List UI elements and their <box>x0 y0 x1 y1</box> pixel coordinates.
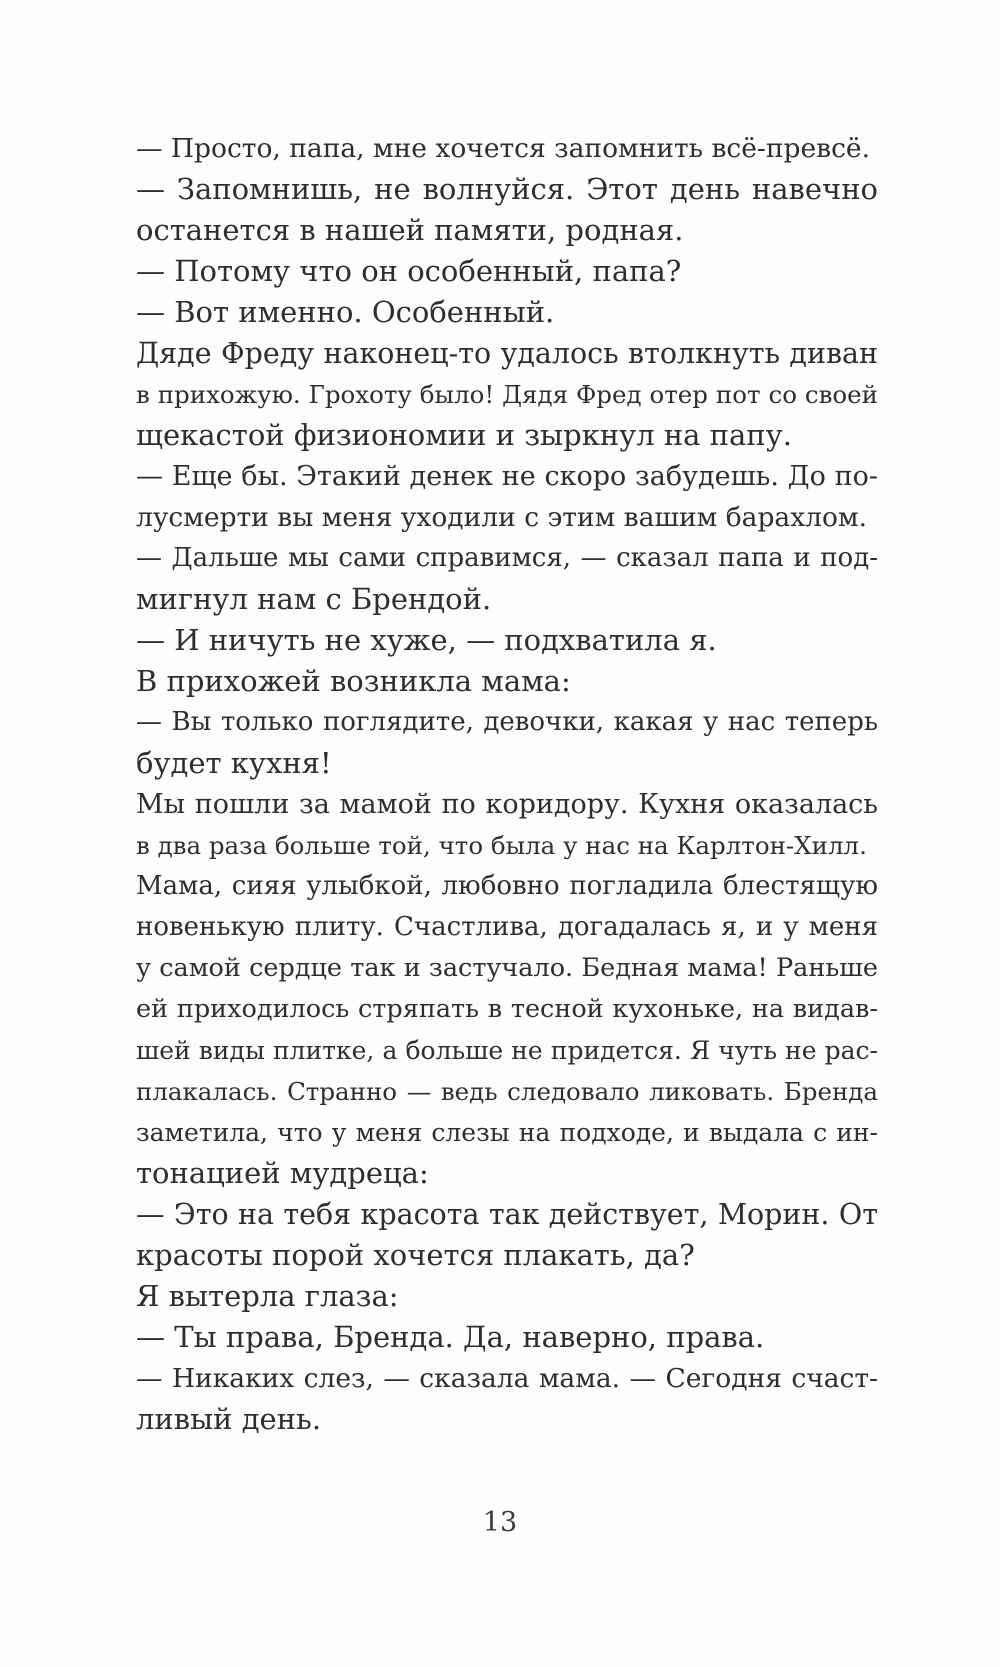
text-line: В прихожей возникла мама: <box>136 664 571 698</box>
text-line: красоты порой хочется плакать, да? <box>136 1238 695 1272</box>
text-line: — Потому что он особенный, папа? <box>136 254 682 288</box>
text-line: щекастой физиономии и зыркнул на папу. <box>136 418 792 452</box>
text-line: — Еще бы. Этакий денек не скоро забудешь. До по- <box>136 461 878 492</box>
text-line: шей виды плитке, а больше не придется. Я чуть не рас- <box>136 1036 878 1065</box>
text-line: в прихожую. Грохоту было! Дядя Фред отер пот со своей <box>136 380 878 409</box>
text-line: лусмерти вы меня уходили с этим вашим барахлом. <box>136 502 868 533</box>
text-line: — Это на тебя красота так действует, Морин. От <box>136 1198 878 1231</box>
text-line: новенькую плиту. Счастлива, догадалась я, и у меня <box>136 912 878 942</box>
text-line: у самой сердце так и застучало. Бедная мама! Раньше <box>136 953 878 983</box>
text-line: — Просто, папа, мне хочется запомнить всё-превсё. <box>136 133 871 164</box>
text-line: останется в нашей памяти, родная. <box>136 213 684 247</box>
text-line: — Вы только поглядите, девочки, какая у нас теперь <box>136 707 878 737</box>
text-line: мигнул нам с Брендой. <box>136 582 492 616</box>
text-line: Я вытерла глаза: <box>136 1279 399 1313</box>
text-line: — Никаких слез, — сказала мама. — Сегодня счаст- <box>136 1363 878 1394</box>
text-line: будет кухня! <box>136 746 332 780</box>
page-number: 13 <box>482 1507 518 1538</box>
text-line: — Дальше мы сами справимся, — сказал папа и под- <box>136 543 878 573</box>
text-line: Мама, сияя улыбкой, любовно погладила блестящую <box>136 871 878 901</box>
text-line: — Вот именно. Особенный. <box>136 295 555 329</box>
text-line: — Запомнишь, не волнуйся. Этот день навечно <box>136 172 878 206</box>
text-line: тонацией мудреца: <box>136 1156 429 1190</box>
text-line: Дяде Фреду наконец-то удалось втолкнуть диван <box>136 337 878 370</box>
text-line: Мы пошли за мамой по коридору. Кухня оказалась <box>136 789 878 820</box>
text-line: — Ты права, Бренда. Да, наверно, права. <box>136 1320 765 1354</box>
text-line: плакалась. Странно — ведь следовало ликовать. Бренда <box>136 1077 878 1106</box>
body-text <box>136 128 878 1440</box>
text-line: ей приходилось стряпать в тесной кухоньке, на видав- <box>136 994 878 1024</box>
text-line: заметила, что у меня слезы на подходе, и выдала с ин- <box>136 1118 878 1147</box>
text-line: в два раза больше той, что была у нас на Карлтон-Хилл. <box>136 831 867 860</box>
text-line: — И ничуть не хуже, — подхватила я. <box>136 623 717 657</box>
text-line: ливый день. <box>136 1402 322 1436</box>
